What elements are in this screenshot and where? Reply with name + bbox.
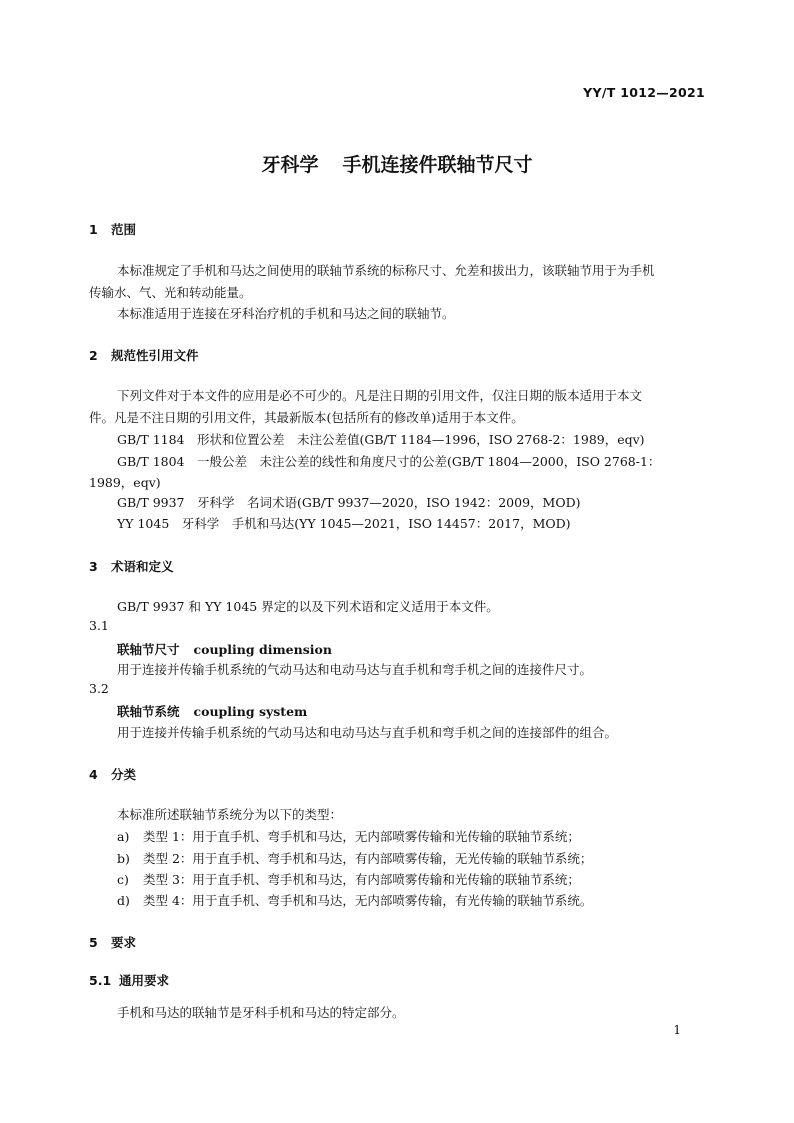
list-item [117, 827, 580, 845]
ref-item-line2: 1989，eqv) [89, 475, 161, 490]
ref-item-line1: GB/T 1804 一般公差 未注公差的线性和角度尺寸的公差(GB/T 1804—2000，ISO 2768-1： [117, 454, 661, 469]
list-marker: a) [117, 829, 130, 844]
list-text: 类型 4：用于直手机、弯手机和马达，无内部喷雾传输，有光传输的联轴节系统。 [143, 893, 593, 908]
term-number: 3.2 [89, 681, 109, 696]
refs-intro-line1: 下列文件对于本文件的应用是必不可少的。凡是注日期的引用文件，仅注日期的版本适用于本文 [117, 388, 643, 403]
title-part2: 手机连接件联轴节尺寸 [342, 154, 533, 176]
list-text: 类型 1：用于直手机、弯手机和马达，无内部喷雾传输和光传输的联轴节系统； [143, 829, 580, 844]
list-marker: b) [117, 851, 130, 866]
section-title: 范围 [111, 222, 137, 237]
term-definition: 用于连接并传输手机系统的气动马达和电动马达与直手机和弯手机之间的连接部件的组合。 [117, 725, 618, 740]
term-definition: 用于连接并传输手机系统的气动马达和电动马达与直手机和弯手机之间的连接件尺寸。 [117, 662, 593, 677]
refs-intro-line2: 件。凡是不注日期的引用文件，其最新版本(包括所有的修改单)适用于本文件。 [89, 410, 524, 425]
term-cn: 联轴节尺寸 [117, 642, 180, 657]
list-marker: c) [117, 872, 129, 887]
term-cn: 联轴节系统 [117, 704, 180, 719]
list-item [117, 849, 592, 867]
general-requirement-text: 手机和马达的联轴节是牙科手机和马达的特定部分。 [117, 1005, 405, 1020]
list-marker: d) [117, 893, 130, 908]
subsection-number: 5.1 [89, 973, 112, 988]
section-number: 5 [89, 935, 98, 950]
title-part1: 牙科学 [261, 154, 319, 176]
section-5-heading [89, 933, 136, 951]
terms-intro: GB/T 9937 和 YY 1045 界定的以及下列术语和定义适用于本文件。 [117, 599, 499, 614]
subsection-title: 通用要求 [119, 973, 170, 988]
list-text: 类型 2：用于直手机、弯手机和马达，有内部喷雾传输，无光传输的联轴节系统； [143, 851, 593, 866]
subsection-5-1-heading [89, 971, 169, 989]
document-title [0, 150, 794, 177]
ref-item: GB/T 1184 形状和位置公差 未注公差值(GB/T 1184—1996，ISO 2768-2：1989，eqv) [117, 432, 645, 447]
scope-para1-line2: 传输水、气、光和转动能量。 [89, 285, 252, 300]
section-number: 1 [89, 222, 98, 237]
section-1-heading [89, 220, 136, 238]
list-text: 类型 3：用于直手机、弯手机和马达，有内部喷雾传输和光传输的联轴节系统； [143, 872, 580, 887]
section-title: 要求 [111, 935, 137, 950]
page-number: 1 [673, 1023, 681, 1037]
scope-para2: 本标准适用于连接在牙科治疗机的手机和马达之间的联轴节。 [117, 306, 455, 321]
term-number: 3.1 [89, 618, 109, 633]
section-title: 术语和定义 [111, 559, 174, 574]
standard-id: YY/T 1012—2021 [583, 85, 705, 100]
section-4-heading [89, 765, 136, 783]
scope-para1-line1: 本标准规定了手机和马达之间使用的联轴节系统的标称尺寸、允差和拔出力，该联轴节用于为手机 [117, 263, 655, 278]
section-3-heading [89, 557, 174, 575]
list-item [117, 870, 580, 888]
section-title: 规范性引用文件 [111, 348, 199, 363]
section-number: 3 [89, 559, 98, 574]
list-item [117, 891, 592, 909]
ref-item: YY 1045 牙科学 手机和马达(YY 1045—2021，ISO 14457：2017，MOD) [117, 516, 571, 531]
term-title [117, 702, 307, 720]
section-number: 4 [89, 767, 98, 782]
section-number: 2 [89, 348, 98, 363]
section-2-heading [89, 346, 199, 364]
section-title: 分类 [111, 767, 137, 782]
term-title [117, 640, 332, 658]
classification-intro: 本标准所述联轴节系统分为以下的类型： [117, 807, 343, 822]
ref-item: GB/T 9937 牙科学 名词术语(GB/T 9937—2020，ISO 1942：2009，MOD) [117, 495, 581, 510]
term-en: coupling dimension [193, 642, 332, 657]
term-en: coupling system [193, 704, 308, 719]
